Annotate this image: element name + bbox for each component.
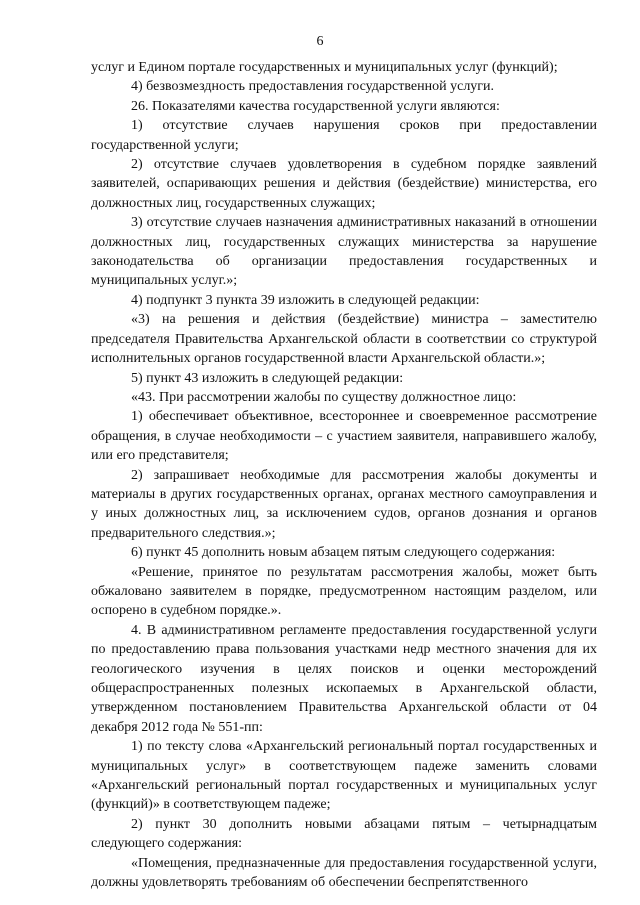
paragraph: 4) безвозмездность предоставления государственной услуги. xyxy=(131,79,495,95)
document-body xyxy=(91,58,597,892)
paragraph: 4. В административном регламенте предоставления государственной услуги по предоставлению права пользования участками недр местного значения для их геологического изучения в целях поисков и оценки месторождений общераспространенных полезных ископаемых в Архангельской области, утвержденном постановлением Правительства Архангельской области от 04 декабря 2012 года № 551-пп: xyxy=(91,622,597,735)
paragraph: «Помещения, предназначенные для предоставления государственной услуги, должны удовлетворять требованиям об обеспечении беспрепятственного xyxy=(91,855,597,891)
paragraph: «43. При рассмотрении жалобы по существу должностное лицо: xyxy=(131,389,517,405)
paragraph: 2) запрашивает необходимые для рассмотрения жалобы документы и материалы в других государственных органах, органах местного самоуправления и у иных должностных лиц, за исключением судов, органов дознания и органов предварительного следствия.»; xyxy=(91,467,597,541)
paragraph: 26. Показателями качества государственной услуги являются: xyxy=(131,98,500,114)
paragraph: 6) пункт 45 дополнить новым абзацем пятым следующего содержания: xyxy=(131,545,556,561)
paragraph: 2) пункт 30 дополнить новыми абзацами пятым – четырнадцатым следующего содержания: xyxy=(91,816,597,852)
paragraph: «Решение, принятое по результатам рассмотрения жалобы, может быть обжаловано заявителем в порядке, предусмотренном настоящим разделом, или оспорено в судебном порядке.». xyxy=(91,564,597,619)
paragraph: 3) отсутствие случаев назначения административных наказаний в отношении должностных лиц, государственных служащих министерства за нарушение законодательства об организации предоставления государственных и муниципальных услуг.»; xyxy=(91,215,597,289)
paragraph: 2) отсутствие случаев удовлетворения в судебном порядке заявлений заявителей, оспаривающих решения и действия (бездействие) министерства, его должностных лиц, государственных служащих; xyxy=(91,157,597,211)
paragraph: 1) отсутствие случаев нарушения сроков при предоставлении государственной услуги; xyxy=(91,118,597,153)
paragraph: 1) по тексту слова «Архангельский региональный портал государственных и муниципальных услуг» в соответствующем падеже заменить словами «Архангельский региональный портал государственных и муниципальных услуг (функций)» в соответствующем падеже; xyxy=(91,739,597,813)
paragraph: 1) обеспечивает объективное, всестороннее и своевременное рассмотрение обращения, в случае необходимости – с участием заявителя, направившего жалобу, или его представителя; xyxy=(91,409,597,464)
paragraph: 5) пункт 43 изложить в следующей редакции: xyxy=(131,370,404,386)
page-number: 6 xyxy=(316,34,324,49)
paragraph: «3) на решения и действия (бездействие) министра – заместителю председателя Правительства Архангельской области в соответствии со структурой исполнительных органов государственной власти Архангельской области.»; xyxy=(91,312,597,367)
paragraph: услуг и Едином портале государственных и муниципальных услуг (функций); xyxy=(91,60,558,75)
paragraph: 4) подпункт 3 пункта 39 изложить в следующей редакции: xyxy=(131,292,480,308)
